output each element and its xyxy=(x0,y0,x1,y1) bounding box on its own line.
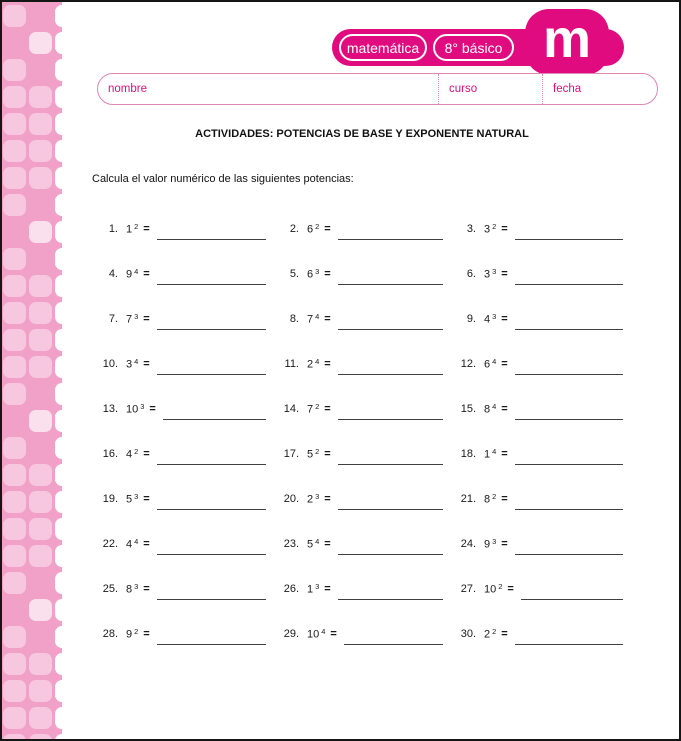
pattern-square xyxy=(55,437,78,459)
exercise-item xyxy=(99,521,280,566)
exercise-expression: 4 $^2$ = xyxy=(126,446,150,461)
pattern-square xyxy=(55,302,78,324)
exercise-number: 15. xyxy=(460,402,476,415)
exercise-expression: 10 $^4$ = xyxy=(307,626,337,641)
exercise-item xyxy=(457,341,637,386)
answer-line[interactable] xyxy=(515,509,623,510)
pattern-square xyxy=(3,653,26,675)
answer-line[interactable] xyxy=(338,284,443,285)
answer-line[interactable] xyxy=(163,419,266,420)
course-label: curso xyxy=(449,83,478,95)
exercise-item xyxy=(99,341,280,386)
exercise-number: 16. xyxy=(102,447,118,460)
exercise-expression: 3 $^2$ = xyxy=(484,221,508,236)
pattern-square xyxy=(29,518,52,540)
pattern-square xyxy=(29,599,52,621)
exercise-expression: 1 $^3$ = xyxy=(307,581,331,596)
pattern-square xyxy=(3,707,26,729)
pattern-square xyxy=(3,113,26,135)
pattern-square xyxy=(29,356,52,378)
course-field[interactable] xyxy=(438,74,542,104)
date-field[interactable] xyxy=(542,74,657,104)
exercise-item xyxy=(280,386,457,431)
m-logo-letter: m xyxy=(542,9,591,69)
pattern-square xyxy=(29,221,52,243)
exercise-expression: 8 $^4$ = xyxy=(484,401,508,416)
exercise-item xyxy=(457,386,637,431)
answer-line[interactable] xyxy=(338,599,443,600)
pattern-square xyxy=(29,275,52,297)
exercise-number: 4. xyxy=(108,267,118,280)
pattern-square xyxy=(3,59,26,81)
pattern-square xyxy=(29,113,52,135)
exercise-item xyxy=(99,566,280,611)
exercise-item xyxy=(457,206,637,251)
exercises-grid xyxy=(99,206,637,656)
answer-line[interactable] xyxy=(344,644,443,645)
exercise-expression: 1 $^4$ = xyxy=(484,446,508,461)
pattern-square xyxy=(55,275,78,297)
pattern-square xyxy=(3,194,26,216)
answer-line[interactable] xyxy=(338,329,443,330)
pattern-square xyxy=(3,518,26,540)
answer-line[interactable] xyxy=(157,284,266,285)
pattern-square xyxy=(55,167,78,189)
answer-line[interactable] xyxy=(515,419,623,420)
pattern-square xyxy=(3,356,26,378)
pattern-square xyxy=(55,59,78,81)
pattern-square xyxy=(55,599,78,621)
pattern-square xyxy=(55,653,78,675)
exercise-expression: 5 $^2$ = xyxy=(307,446,331,461)
pattern-square xyxy=(3,734,26,741)
exercise-item xyxy=(457,566,637,611)
exercise-expression: 7 $^3$ = xyxy=(126,311,150,326)
pattern-square xyxy=(55,221,78,243)
answer-line[interactable] xyxy=(338,374,443,375)
exercise-expression: 4 $^3$ = xyxy=(484,311,508,326)
pattern-square xyxy=(29,32,52,54)
exercise-number: 1. xyxy=(108,222,118,235)
exercise-number: 10. xyxy=(102,357,118,370)
exercise-expression: 9 $^4$ = xyxy=(126,266,150,281)
grade-badge xyxy=(433,34,514,61)
pattern-square xyxy=(55,32,78,54)
exercise-number: 20. xyxy=(283,492,299,505)
pattern-square xyxy=(3,545,26,567)
pattern-square xyxy=(55,626,78,648)
pattern-square xyxy=(29,491,52,513)
pattern-square xyxy=(55,329,78,351)
answer-line[interactable] xyxy=(338,239,443,240)
exercise-item xyxy=(457,296,637,341)
pattern-square xyxy=(29,464,52,486)
pattern-square xyxy=(3,302,26,324)
exercise-item xyxy=(280,521,457,566)
pattern-square xyxy=(3,5,26,27)
exercise-number: 7. xyxy=(108,312,118,325)
exercise-expression: 6 $^3$ = xyxy=(307,266,331,281)
pattern-square xyxy=(3,464,26,486)
answer-line[interactable] xyxy=(157,509,266,510)
pattern-square xyxy=(3,680,26,702)
pattern-square xyxy=(55,545,78,567)
pattern-square xyxy=(55,383,78,405)
pattern-square xyxy=(3,437,26,459)
exercise-expression: 3 $^3$ = xyxy=(484,266,508,281)
name-label: nombre xyxy=(108,83,147,95)
pattern-square xyxy=(3,140,26,162)
m-logo xyxy=(525,9,609,75)
pattern-square xyxy=(3,383,26,405)
exercise-number: 21. xyxy=(460,492,476,505)
pattern-square xyxy=(55,734,78,741)
subject-badge xyxy=(339,34,427,61)
pattern-square xyxy=(3,491,26,513)
exercise-expression: 2 $^2$ = xyxy=(484,626,508,641)
answer-line[interactable] xyxy=(338,464,443,465)
pattern-square xyxy=(29,653,52,675)
exercise-number: 17. xyxy=(283,447,299,460)
student-info-row xyxy=(97,73,658,105)
exercise-item xyxy=(457,521,637,566)
name-field[interactable] xyxy=(98,74,438,104)
exercise-expression: 10 $^2$ = xyxy=(484,581,514,596)
date-label: fecha xyxy=(553,83,582,95)
exercise-expression: 3 $^4$ = xyxy=(126,356,150,371)
pattern-square xyxy=(55,248,78,270)
answer-line[interactable] xyxy=(338,419,443,420)
pattern-square xyxy=(3,275,26,297)
exercise-expression: 6 $^2$ = xyxy=(307,221,331,236)
exercise-number: 2. xyxy=(289,222,299,235)
pattern-square xyxy=(55,410,78,432)
exercise-expression: 2 $^3$ = xyxy=(307,491,331,506)
exercise-item xyxy=(99,251,280,296)
exercise-item xyxy=(457,611,637,656)
exercise-item xyxy=(280,611,457,656)
exercise-item xyxy=(280,251,457,296)
pattern-square xyxy=(3,167,26,189)
answer-line[interactable] xyxy=(515,239,623,240)
exercise-item xyxy=(457,476,637,521)
exercise-item xyxy=(457,251,637,296)
pattern-square xyxy=(55,518,78,540)
answer-line[interactable] xyxy=(515,464,623,465)
answer-line[interactable] xyxy=(515,644,623,645)
exercise-item xyxy=(99,431,280,476)
exercise-item xyxy=(457,431,637,476)
exercise-item xyxy=(99,476,280,521)
exercise-number: 11. xyxy=(284,357,299,370)
exercise-expression: 9 $^2$ = xyxy=(126,626,150,641)
answer-line[interactable] xyxy=(157,374,266,375)
answer-line[interactable] xyxy=(515,284,623,285)
exercise-expression: 10 $^3$ = xyxy=(126,401,156,416)
pattern-square xyxy=(29,545,52,567)
exercise-number: 30. xyxy=(460,627,476,640)
exercise-number: 22. xyxy=(102,537,118,550)
exercise-number: 8. xyxy=(289,312,299,325)
worksheet-title: ACTIVIDADES: POTENCIAS DE BASE Y EXPONENTE NATURAL xyxy=(195,128,529,140)
pattern-square xyxy=(29,734,52,741)
exercise-expression: 9 $^3$ = xyxy=(484,536,508,551)
answer-line[interactable] xyxy=(157,329,266,330)
pattern-square xyxy=(55,707,78,729)
exercise-number: 18. xyxy=(460,447,476,460)
exercise-item xyxy=(280,566,457,611)
answer-line[interactable] xyxy=(515,554,623,555)
pattern-square xyxy=(29,140,52,162)
exercise-expression: 4 $^4$ = xyxy=(126,536,150,551)
pattern-square xyxy=(55,572,78,594)
pattern-square xyxy=(55,356,78,378)
answer-line[interactable] xyxy=(338,554,443,555)
exercise-number: 14. xyxy=(283,402,299,415)
pattern-square xyxy=(55,491,78,513)
answer-line[interactable] xyxy=(521,599,623,600)
pattern-square xyxy=(29,167,52,189)
exercise-number: 13. xyxy=(102,402,118,415)
pattern-square xyxy=(55,140,78,162)
exercise-number: 24. xyxy=(460,537,476,550)
answer-line[interactable] xyxy=(157,599,266,600)
pattern-square xyxy=(29,86,52,108)
answer-line[interactable] xyxy=(157,644,266,645)
exercise-number: 9. xyxy=(466,312,476,325)
exercise-expression: 5 $^4$ = xyxy=(307,536,331,551)
pattern-square xyxy=(55,86,78,108)
pattern-square xyxy=(29,302,52,324)
pattern-square xyxy=(55,680,78,702)
pattern-square xyxy=(3,572,26,594)
pattern-square xyxy=(55,194,78,216)
exercise-number: 25. xyxy=(102,582,118,595)
pattern-square xyxy=(29,680,52,702)
exercise-item xyxy=(280,341,457,386)
pattern-square xyxy=(55,5,78,27)
exercise-expression: 8 $^3$ = xyxy=(126,581,150,596)
answer-line[interactable] xyxy=(515,329,623,330)
decorative-border-pattern xyxy=(2,2,62,739)
pattern-square xyxy=(29,410,52,432)
answer-line[interactable] xyxy=(338,509,443,510)
grade-badge-label: 8° básico xyxy=(444,39,503,56)
exercise-number: 28. xyxy=(102,627,118,640)
exercise-number: 12. xyxy=(460,357,476,370)
subject-badge-label: matemática xyxy=(346,39,420,56)
exercise-expression: 7 $^2$ = xyxy=(307,401,331,416)
pattern-square xyxy=(3,248,26,270)
exercise-number: 5. xyxy=(289,267,299,280)
exercise-item xyxy=(99,296,280,341)
exercise-number: 23. xyxy=(283,537,299,550)
pattern-square xyxy=(3,329,26,351)
pattern-square xyxy=(3,86,26,108)
exercise-number: 19. xyxy=(102,492,118,505)
exercise-item xyxy=(280,431,457,476)
pattern-square xyxy=(29,707,52,729)
exercise-expression: 7 $^4$ = xyxy=(307,311,331,326)
exercise-item xyxy=(99,611,280,656)
answer-line[interactable] xyxy=(157,239,266,240)
exercise-expression: 6 $^4$ = xyxy=(484,356,508,371)
exercise-item xyxy=(99,386,280,431)
exercise-item xyxy=(280,206,457,251)
answer-line[interactable] xyxy=(515,374,623,375)
exercise-item xyxy=(280,476,457,521)
exercise-number: 3. xyxy=(466,222,476,235)
exercise-number: 26. xyxy=(283,582,299,595)
answer-line[interactable] xyxy=(157,464,266,465)
worksheet-instruction: Calcula el valor numérico de las siguientes potencias: xyxy=(92,173,354,185)
exercise-item xyxy=(280,296,457,341)
pattern-square xyxy=(3,626,26,648)
exercise-number: 27. xyxy=(460,582,476,595)
pattern-square xyxy=(29,329,52,351)
exercise-expression: 2 $^4$ = xyxy=(307,356,331,371)
pattern-square xyxy=(55,464,78,486)
exercise-number: 29. xyxy=(283,627,299,640)
exercise-expression: 5 $^3$ = xyxy=(126,491,150,506)
exercise-expression: 8 $^2$ = xyxy=(484,491,508,506)
exercise-number: 6. xyxy=(466,267,476,280)
exercise-item xyxy=(99,206,280,251)
answer-line[interactable] xyxy=(157,554,266,555)
exercise-expression: 1 $^2$ = xyxy=(126,221,150,236)
